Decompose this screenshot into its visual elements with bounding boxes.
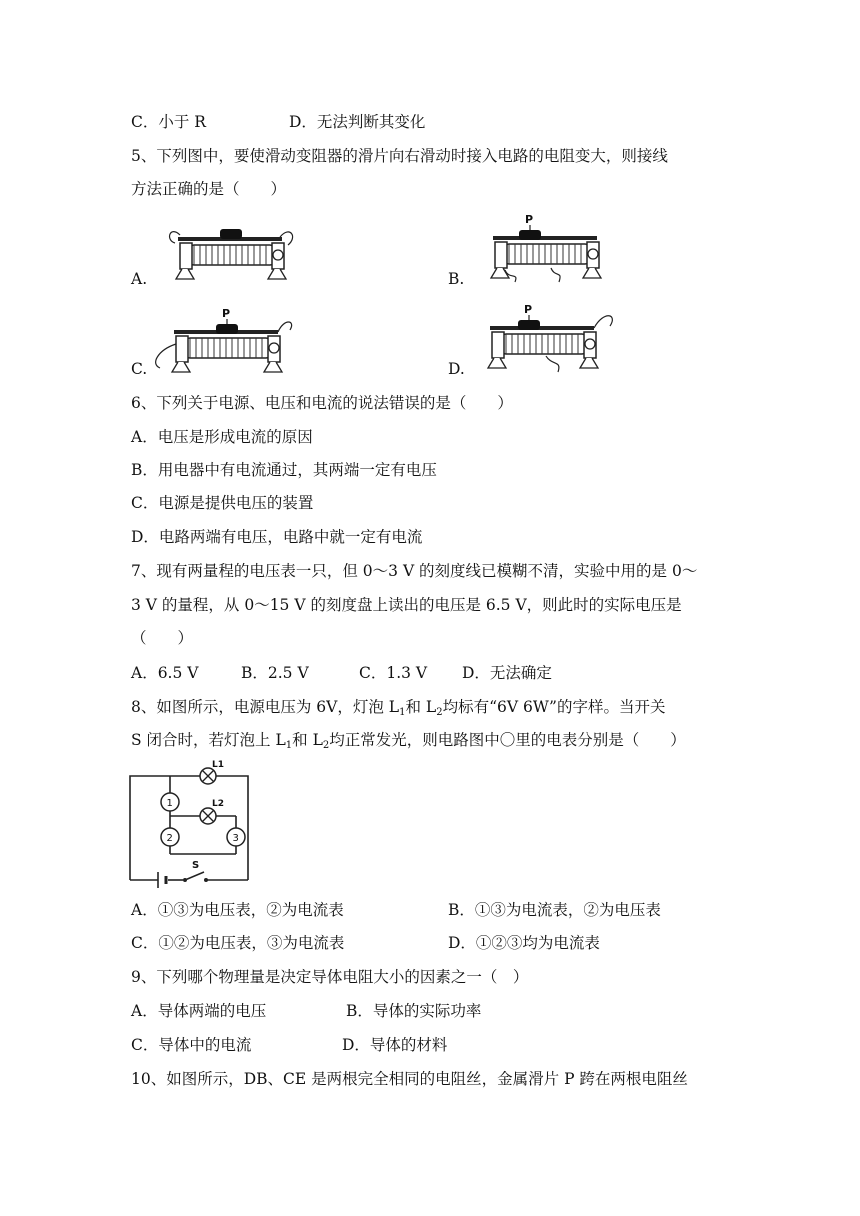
rheostat-d-p-label: P	[524, 303, 533, 316]
lamp-l1-label: L1	[212, 760, 224, 770]
q7-stem-line1: 7、现有两量程的电压表一只，但 0～3 V 的刻度线已模糊不清，实验中用的是 0～	[131, 562, 698, 580]
q9-option-d: D．导体的材料	[342, 1036, 448, 1054]
q5-option-b-label: B.	[448, 270, 465, 288]
q8-circuit-diagram	[128, 762, 250, 886]
lamp-l2-label: L2	[212, 799, 224, 809]
q7-option-d: D．无法确定	[462, 664, 552, 682]
q5-option-a-label: A.	[131, 270, 148, 288]
meter-3-label: 3	[232, 833, 239, 844]
q8-option-a: A．①③为电压表，②为电流表	[131, 901, 344, 919]
q10-stem-line1: 10、如图所示，DB、CE 是两根完全相同的电阻丝，金属滑片 P 跨在两根电阻丝	[131, 1070, 688, 1088]
q9-stem: 9、下列哪个物理量是决定导体电阻大小的因素之一（ ）	[131, 968, 529, 986]
q6-option-c: C．电源是提供电压的装置	[131, 494, 314, 512]
q8-option-c: C．①②为电压表，③为电流表	[131, 934, 345, 952]
rheostat-c-diagram	[148, 304, 298, 376]
q7-stem-line3: （ ）	[131, 629, 194, 647]
q6-option-a: A．电压是形成电流的原因	[131, 428, 313, 446]
q8-option-b: B．①③为电流表，②为电压表	[448, 901, 661, 919]
q9-option-a: A．导体两端的电压	[131, 1002, 267, 1020]
switch-s-label: S	[192, 860, 200, 871]
q4-option-d: D．无法判断其变化	[289, 113, 426, 131]
q8-stem-line2: S 闭合时，若灯泡上 $L_1$和 $L_2$均正常发光，则电路图中〇里的电表分别是（ ）	[131, 731, 686, 751]
rheostat-d-diagram	[472, 300, 622, 374]
q8-option-d: D．①②③均为电流表	[448, 934, 600, 952]
rheostat-b-p-label: P	[525, 213, 534, 226]
q5-stem-line2: 方法正确的是（ ）	[131, 180, 287, 198]
meter-1-label: 1	[166, 798, 173, 809]
q7-option-a: A．6.5 V	[131, 664, 199, 682]
q7-stem-line2: 3 V 的量程，从 0～15 V 的刻度盘上读出的电压是 6.5 V，则此时的实际电压是	[131, 596, 682, 614]
q8-stem-line1: 8、如图所示，电源电压为 6V，灯泡 $L_1$和 $L_2$均标有“6V 6W”的字样。当开关	[131, 698, 666, 718]
q5-option-d-label: D.	[448, 360, 465, 378]
q6-stem: 6、下列关于电源、电压和电流的说法错误的是（ ）	[131, 394, 513, 412]
rheostat-c-p-label: P	[222, 307, 231, 320]
q6-option-b: B．用电器中有电流通过，其两端一定有电压	[131, 461, 437, 479]
q9-option-c: C．导体中的电流	[131, 1036, 252, 1054]
q5-stem-line1: 5、下列图中，要使滑动变阻器的滑片向右滑动时接入电路的电阻变大，则接线	[131, 147, 668, 165]
rheostat-a-diagram	[160, 215, 300, 281]
q6-option-d: D．电路两端有电压，电路中就一定有电流	[131, 528, 423, 546]
q5-option-c-label: C.	[131, 360, 148, 378]
rheostat-b-diagram	[475, 212, 615, 284]
q7-option-b: B．2.5 V	[241, 664, 309, 682]
q7-option-c: C．1.3 V	[359, 664, 428, 682]
q9-option-b: B．导体的实际功率	[346, 1002, 482, 1020]
q4-option-c: C．小于 R	[131, 113, 206, 131]
meter-2-label: 2	[166, 833, 173, 844]
